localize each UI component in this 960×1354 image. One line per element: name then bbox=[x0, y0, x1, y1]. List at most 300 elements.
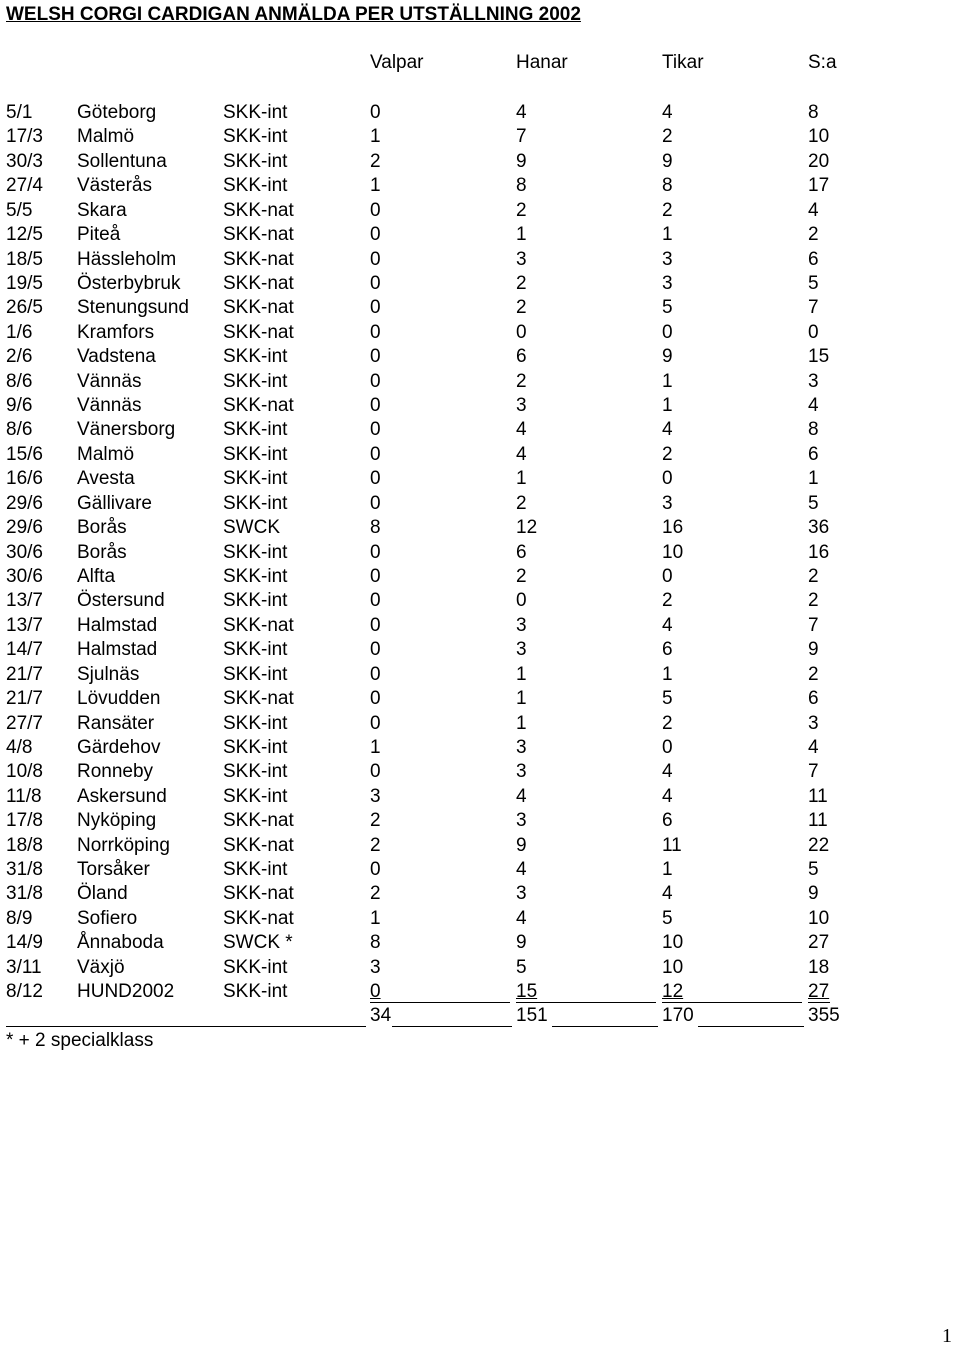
row-summa: 9 bbox=[808, 883, 819, 905]
row-date: 18/5 bbox=[6, 248, 43, 270]
row-summa: 6 bbox=[808, 248, 819, 270]
table-row bbox=[0, 541, 960, 565]
row-hanar: 7 bbox=[516, 126, 527, 148]
row-city: Borås bbox=[77, 541, 127, 563]
row-valpar: 0 bbox=[370, 272, 381, 294]
table-row bbox=[0, 248, 960, 272]
row-city: Alfta bbox=[77, 565, 116, 587]
table-row bbox=[0, 101, 960, 125]
row-city: Ronneby bbox=[77, 761, 154, 783]
row-date: 26/5 bbox=[6, 297, 43, 319]
row-hanar: 6 bbox=[516, 541, 527, 563]
row-type: SKK-int bbox=[223, 663, 288, 685]
row-valpar: 0 bbox=[370, 395, 381, 417]
total-tikar: 170 bbox=[662, 1005, 694, 1026]
row-hanar: 2 bbox=[516, 492, 527, 514]
row-hanar: 3 bbox=[516, 395, 527, 417]
row-tikar: 1 bbox=[662, 224, 673, 246]
row-tikar: 16 bbox=[662, 517, 684, 539]
table-row bbox=[0, 199, 960, 223]
row-summa: 20 bbox=[808, 150, 830, 172]
row-type: SKK-int bbox=[223, 175, 288, 197]
row-hanar: 6 bbox=[516, 346, 527, 368]
row-hanar: 3 bbox=[516, 639, 527, 661]
row-type: SKK-int bbox=[223, 761, 288, 783]
row-summa: 4 bbox=[808, 395, 819, 417]
row-type: SKK-int bbox=[223, 639, 288, 661]
footnote: * + 2 specialklass bbox=[6, 1030, 154, 1051]
row-date: 15/6 bbox=[6, 443, 43, 465]
table-row bbox=[0, 467, 960, 491]
column-header-tikar: Tikar bbox=[662, 52, 704, 73]
column-header-valpar: Valpar bbox=[370, 52, 424, 73]
row-hanar: 2 bbox=[516, 565, 527, 587]
table-row bbox=[0, 492, 960, 516]
row-valpar: 1 bbox=[370, 126, 381, 148]
row-valpar: 0 bbox=[370, 370, 381, 392]
row-hanar: 5 bbox=[516, 956, 527, 978]
row-valpar: 2 bbox=[370, 834, 381, 856]
row-date: 31/8 bbox=[6, 859, 43, 881]
row-city: Askersund bbox=[77, 785, 167, 807]
row-tikar: 5 bbox=[662, 297, 673, 319]
row-city: Gällivare bbox=[77, 492, 152, 514]
row-date: 5/5 bbox=[6, 199, 33, 221]
row-summa: 11 bbox=[808, 785, 828, 807]
table-row bbox=[0, 321, 960, 345]
row-tikar: 1 bbox=[662, 663, 673, 685]
row-valpar: 3 bbox=[370, 785, 381, 807]
row-valpar: 0 bbox=[370, 614, 381, 636]
row-underline bbox=[370, 1002, 510, 1003]
row-city: Västerås bbox=[77, 175, 152, 197]
table-row bbox=[0, 931, 960, 955]
row-summa: 2 bbox=[808, 590, 819, 612]
row-date: 16/6 bbox=[6, 468, 43, 490]
row-date: 21/7 bbox=[6, 688, 43, 710]
table-row bbox=[0, 345, 960, 369]
row-city: Stenungsund bbox=[77, 297, 189, 319]
row-type: SKK-nat bbox=[223, 395, 294, 417]
row-date: 19/5 bbox=[6, 272, 43, 294]
row-city: Göteborg bbox=[77, 102, 157, 123]
page-number: 1 bbox=[942, 1325, 952, 1347]
row-date: 17/8 bbox=[6, 810, 43, 832]
row-tikar: 5 bbox=[662, 688, 673, 710]
row-hanar: 3 bbox=[516, 248, 527, 270]
row-tikar: 11 bbox=[662, 834, 682, 856]
row-valpar: 0 bbox=[370, 981, 381, 1003]
row-tikar: 3 bbox=[662, 272, 673, 294]
row-summa: 9 bbox=[808, 639, 819, 661]
row-date: 14/7 bbox=[6, 639, 43, 661]
row-hanar: 3 bbox=[516, 614, 527, 636]
row-summa: 27 bbox=[808, 932, 830, 954]
row-tikar: 0 bbox=[662, 565, 673, 587]
table-row bbox=[0, 638, 960, 662]
row-valpar: 0 bbox=[370, 639, 381, 661]
row-valpar: 0 bbox=[370, 248, 381, 270]
table-row bbox=[0, 858, 960, 882]
row-valpar: 2 bbox=[370, 883, 381, 905]
row-type: SWCK bbox=[223, 517, 280, 539]
row-summa: 8 bbox=[808, 419, 819, 441]
row-type: SKK-int bbox=[223, 102, 288, 123]
row-tikar: 6 bbox=[662, 810, 673, 832]
row-valpar: 0 bbox=[370, 663, 381, 685]
row-city: Skara bbox=[77, 199, 127, 221]
row-valpar: 0 bbox=[370, 688, 381, 710]
row-hanar: 8 bbox=[516, 175, 527, 197]
table-row bbox=[0, 736, 960, 760]
row-valpar: 0 bbox=[370, 102, 381, 123]
row-tikar: 10 bbox=[662, 541, 684, 563]
row-hanar: 4 bbox=[516, 102, 527, 123]
row-summa: 10 bbox=[808, 907, 830, 929]
row-type: SKK-int bbox=[223, 785, 288, 807]
row-summa: 2 bbox=[808, 565, 819, 587]
row-valpar: 0 bbox=[370, 565, 381, 587]
table-row bbox=[0, 834, 960, 858]
row-valpar: 8 bbox=[370, 932, 381, 954]
row-type: SKK-nat bbox=[223, 297, 294, 319]
row-date: 4/8 bbox=[6, 736, 33, 758]
row-date: 18/8 bbox=[6, 834, 43, 856]
row-summa: 3 bbox=[808, 370, 819, 392]
row-valpar: 8 bbox=[370, 517, 381, 539]
row-city: Kramfors bbox=[77, 321, 155, 343]
row-city: Halmstad bbox=[77, 614, 158, 636]
row-hanar: 4 bbox=[516, 859, 527, 881]
table-row bbox=[0, 907, 960, 931]
row-tikar: 0 bbox=[662, 468, 673, 490]
table-row bbox=[0, 296, 960, 320]
row-date: 8/6 bbox=[6, 419, 33, 441]
row-date: 2/6 bbox=[6, 346, 33, 368]
row-city: Ånnaboda bbox=[77, 932, 164, 954]
row-underline bbox=[662, 1002, 802, 1003]
table-row bbox=[0, 614, 960, 638]
table-row bbox=[0, 687, 960, 711]
row-tikar: 6 bbox=[662, 639, 673, 661]
row-city: Norrköping bbox=[77, 834, 170, 856]
row-summa: 15 bbox=[808, 346, 830, 368]
row-summa: 7 bbox=[808, 614, 819, 636]
row-city: Torsåker bbox=[77, 859, 150, 881]
row-type: SKK-nat bbox=[223, 688, 294, 710]
row-valpar: 0 bbox=[370, 297, 381, 319]
row-type: SKK-int bbox=[223, 150, 288, 172]
row-type: SKK-nat bbox=[223, 614, 294, 636]
row-tikar: 2 bbox=[662, 712, 673, 734]
table-row bbox=[0, 663, 960, 687]
table-row bbox=[0, 809, 960, 833]
row-summa: 4 bbox=[808, 736, 819, 758]
row-summa: 36 bbox=[808, 517, 830, 539]
row-summa: 27 bbox=[808, 981, 830, 1003]
row-hanar: 4 bbox=[516, 419, 527, 441]
row-hanar: 1 bbox=[516, 688, 527, 710]
row-city: Borås bbox=[77, 517, 127, 539]
row-summa: 5 bbox=[808, 859, 819, 881]
row-city: Ransäter bbox=[77, 712, 155, 734]
row-type: SKK-int bbox=[223, 443, 288, 465]
row-hanar: 12 bbox=[516, 517, 538, 539]
row-type: SKK-nat bbox=[223, 272, 294, 294]
row-underline bbox=[808, 1002, 830, 1003]
row-type: SKK-int bbox=[223, 712, 288, 734]
row-summa: 7 bbox=[808, 297, 819, 319]
row-hanar: 1 bbox=[516, 712, 527, 734]
row-hanar: 0 bbox=[516, 590, 527, 612]
row-city: Halmstad bbox=[77, 639, 158, 661]
row-tikar: 1 bbox=[662, 859, 673, 881]
column-header-summa: S:a bbox=[808, 52, 837, 73]
row-type: SKK-int bbox=[223, 126, 288, 148]
row-type: SKK-nat bbox=[223, 321, 294, 343]
row-date: 13/7 bbox=[6, 614, 43, 636]
row-summa: 17 bbox=[808, 175, 830, 197]
row-tikar: 9 bbox=[662, 150, 673, 172]
row-type: SKK-nat bbox=[223, 907, 294, 929]
row-hanar: 2 bbox=[516, 297, 527, 319]
row-tikar: 2 bbox=[662, 443, 673, 465]
row-date: 8/6 bbox=[6, 370, 33, 392]
row-hanar: 9 bbox=[516, 932, 527, 954]
row-valpar: 0 bbox=[370, 761, 381, 783]
row-type: SKK-int bbox=[223, 736, 288, 758]
row-tikar: 4 bbox=[662, 785, 673, 807]
row-tikar: 3 bbox=[662, 492, 673, 514]
row-tikar: 4 bbox=[662, 761, 673, 783]
row-city: Öland bbox=[77, 883, 128, 905]
row-type: SKK-int bbox=[223, 981, 288, 1003]
row-city: Sollentuna bbox=[77, 150, 167, 172]
total-summa: 355 bbox=[808, 1005, 840, 1026]
row-hanar: 1 bbox=[516, 468, 527, 490]
row-summa: 22 bbox=[808, 834, 830, 856]
row-tikar: 5 bbox=[662, 907, 673, 929]
row-date: 27/7 bbox=[6, 712, 43, 734]
row-date: 27/4 bbox=[6, 175, 43, 197]
row-tikar: 4 bbox=[662, 102, 673, 123]
totals-underline bbox=[698, 1026, 804, 1027]
row-tikar: 0 bbox=[662, 736, 673, 758]
row-tikar: 9 bbox=[662, 346, 673, 368]
row-city: HUND2002 bbox=[77, 981, 175, 1003]
row-hanar: 0 bbox=[516, 321, 527, 343]
row-date: 17/3 bbox=[6, 126, 43, 148]
row-tikar: 2 bbox=[662, 126, 673, 148]
row-summa: 10 bbox=[808, 126, 830, 148]
row-type: SKK-int bbox=[223, 590, 288, 612]
row-valpar: 0 bbox=[370, 321, 381, 343]
row-summa: 7 bbox=[808, 761, 819, 783]
row-type: SKK-int bbox=[223, 492, 288, 514]
row-hanar: 3 bbox=[516, 736, 527, 758]
row-type: SKK-nat bbox=[223, 224, 294, 246]
table-row bbox=[0, 418, 960, 442]
row-date: 14/9 bbox=[6, 932, 43, 954]
totals-underline bbox=[6, 1026, 366, 1027]
row-valpar: 0 bbox=[370, 419, 381, 441]
row-city: Malmö bbox=[77, 126, 135, 148]
row-type: SWCK * bbox=[223, 932, 293, 954]
row-summa: 3 bbox=[808, 712, 819, 734]
row-summa: 0 bbox=[808, 321, 819, 343]
row-tikar: 4 bbox=[662, 614, 673, 636]
row-tikar: 8 bbox=[662, 175, 673, 197]
table-row bbox=[0, 174, 960, 198]
row-date: 29/6 bbox=[6, 492, 43, 514]
row-date: 3/11 bbox=[6, 956, 42, 978]
column-header-hanar: Hanar bbox=[516, 52, 568, 73]
row-type: SKK-int bbox=[223, 859, 288, 881]
row-city: Lövudden bbox=[77, 688, 161, 710]
row-hanar: 15 bbox=[516, 981, 538, 1003]
table-row bbox=[0, 150, 960, 174]
row-type: SKK-int bbox=[223, 956, 288, 978]
row-date: 5/1 bbox=[6, 102, 33, 123]
row-city: Österbybruk bbox=[77, 272, 181, 294]
table-row bbox=[0, 882, 960, 906]
row-city: Östersund bbox=[77, 590, 165, 612]
row-date: 31/8 bbox=[6, 883, 43, 905]
row-city: Nyköping bbox=[77, 810, 157, 832]
row-date: 9/6 bbox=[6, 395, 33, 417]
row-date: 1/6 bbox=[6, 321, 33, 343]
row-type: SKK-int bbox=[223, 468, 288, 490]
row-date: 30/6 bbox=[6, 565, 43, 587]
table-row bbox=[0, 565, 960, 589]
table-row bbox=[0, 712, 960, 736]
row-type: SKK-nat bbox=[223, 834, 294, 856]
row-valpar: 3 bbox=[370, 956, 381, 978]
row-type: SKK-int bbox=[223, 419, 288, 441]
row-hanar: 1 bbox=[516, 663, 527, 685]
row-city: Sjulnäs bbox=[77, 663, 140, 685]
row-valpar: 1 bbox=[370, 736, 381, 758]
table-row bbox=[0, 785, 960, 809]
table-row bbox=[0, 760, 960, 784]
row-valpar: 2 bbox=[370, 810, 381, 832]
row-hanar: 4 bbox=[516, 907, 527, 929]
row-tikar: 10 bbox=[662, 956, 684, 978]
row-underline bbox=[516, 1002, 656, 1003]
row-summa: 8 bbox=[808, 102, 819, 123]
row-date: 30/6 bbox=[6, 541, 43, 563]
row-city: Piteå bbox=[77, 224, 121, 246]
row-summa: 2 bbox=[808, 224, 819, 246]
row-summa: 5 bbox=[808, 272, 819, 294]
row-valpar: 1 bbox=[370, 175, 381, 197]
totals-row bbox=[0, 1004, 960, 1028]
row-valpar: 1 bbox=[370, 907, 381, 929]
table-row bbox=[0, 125, 960, 149]
row-city: Malmö bbox=[77, 443, 135, 465]
row-summa: 4 bbox=[808, 199, 819, 221]
row-date: 21/7 bbox=[6, 663, 43, 685]
row-summa: 5 bbox=[808, 492, 819, 514]
row-summa: 18 bbox=[808, 956, 830, 978]
row-valpar: 0 bbox=[370, 468, 381, 490]
row-type: SKK-nat bbox=[223, 810, 294, 832]
row-tikar: 2 bbox=[662, 590, 673, 612]
row-hanar: 2 bbox=[516, 370, 527, 392]
row-tikar: 10 bbox=[662, 932, 684, 954]
row-valpar: 0 bbox=[370, 346, 381, 368]
row-summa: 6 bbox=[808, 443, 819, 465]
row-city: Sofiero bbox=[77, 907, 138, 929]
row-valpar: 0 bbox=[370, 224, 381, 246]
table-row bbox=[0, 394, 960, 418]
row-city: Vadstena bbox=[77, 346, 156, 368]
row-city: Växjö bbox=[77, 956, 125, 978]
row-summa: 11 bbox=[808, 810, 828, 832]
row-tikar: 1 bbox=[662, 395, 673, 417]
row-tikar: 1 bbox=[662, 370, 673, 392]
row-date: 8/12 bbox=[6, 981, 43, 1003]
page-title: WELSH CORGI CARDIGAN ANMÄLDA PER UTSTÄLLNING 2002 bbox=[6, 4, 581, 25]
row-tikar: 0 bbox=[662, 321, 673, 343]
row-tikar: 12 bbox=[662, 981, 684, 1003]
row-valpar: 0 bbox=[370, 712, 381, 734]
row-type: SKK-int bbox=[223, 346, 288, 368]
row-city: Vännäs bbox=[77, 370, 142, 392]
row-date: 12/5 bbox=[6, 224, 43, 246]
row-summa: 1 bbox=[808, 468, 819, 490]
table-row bbox=[0, 443, 960, 467]
row-hanar: 9 bbox=[516, 150, 527, 172]
row-date: 8/9 bbox=[6, 907, 33, 929]
totals-underline bbox=[392, 1026, 512, 1027]
total-valpar: 34 bbox=[370, 1005, 392, 1026]
table-row bbox=[0, 956, 960, 980]
row-valpar: 0 bbox=[370, 443, 381, 465]
row-hanar: 3 bbox=[516, 883, 527, 905]
row-date: 30/3 bbox=[6, 150, 43, 172]
row-city: Hässleholm bbox=[77, 248, 177, 270]
row-valpar: 2 bbox=[370, 150, 381, 172]
row-hanar: 4 bbox=[516, 785, 527, 807]
row-city: Gärdehov bbox=[77, 736, 161, 758]
row-date: 29/6 bbox=[6, 517, 43, 539]
row-type: SKK-int bbox=[223, 541, 288, 563]
table-row bbox=[0, 272, 960, 296]
row-type: SKK-int bbox=[223, 370, 288, 392]
table-row bbox=[0, 223, 960, 247]
totals-underline bbox=[552, 1026, 658, 1027]
row-city: Avesta bbox=[77, 468, 135, 490]
row-city: Vännäs bbox=[77, 395, 142, 417]
row-tikar: 4 bbox=[662, 419, 673, 441]
row-date: 10/8 bbox=[6, 761, 43, 783]
row-valpar: 0 bbox=[370, 541, 381, 563]
row-valpar: 0 bbox=[370, 859, 381, 881]
row-type: SKK-nat bbox=[223, 248, 294, 270]
total-hanar: 151 bbox=[516, 1005, 548, 1026]
table-row bbox=[0, 589, 960, 613]
row-tikar: 3 bbox=[662, 248, 673, 270]
table-row bbox=[0, 370, 960, 394]
row-hanar: 2 bbox=[516, 272, 527, 294]
table-row bbox=[0, 980, 960, 1004]
row-hanar: 4 bbox=[516, 443, 527, 465]
row-valpar: 0 bbox=[370, 492, 381, 514]
row-summa: 2 bbox=[808, 663, 819, 685]
row-hanar: 3 bbox=[516, 810, 527, 832]
row-valpar: 0 bbox=[370, 590, 381, 612]
